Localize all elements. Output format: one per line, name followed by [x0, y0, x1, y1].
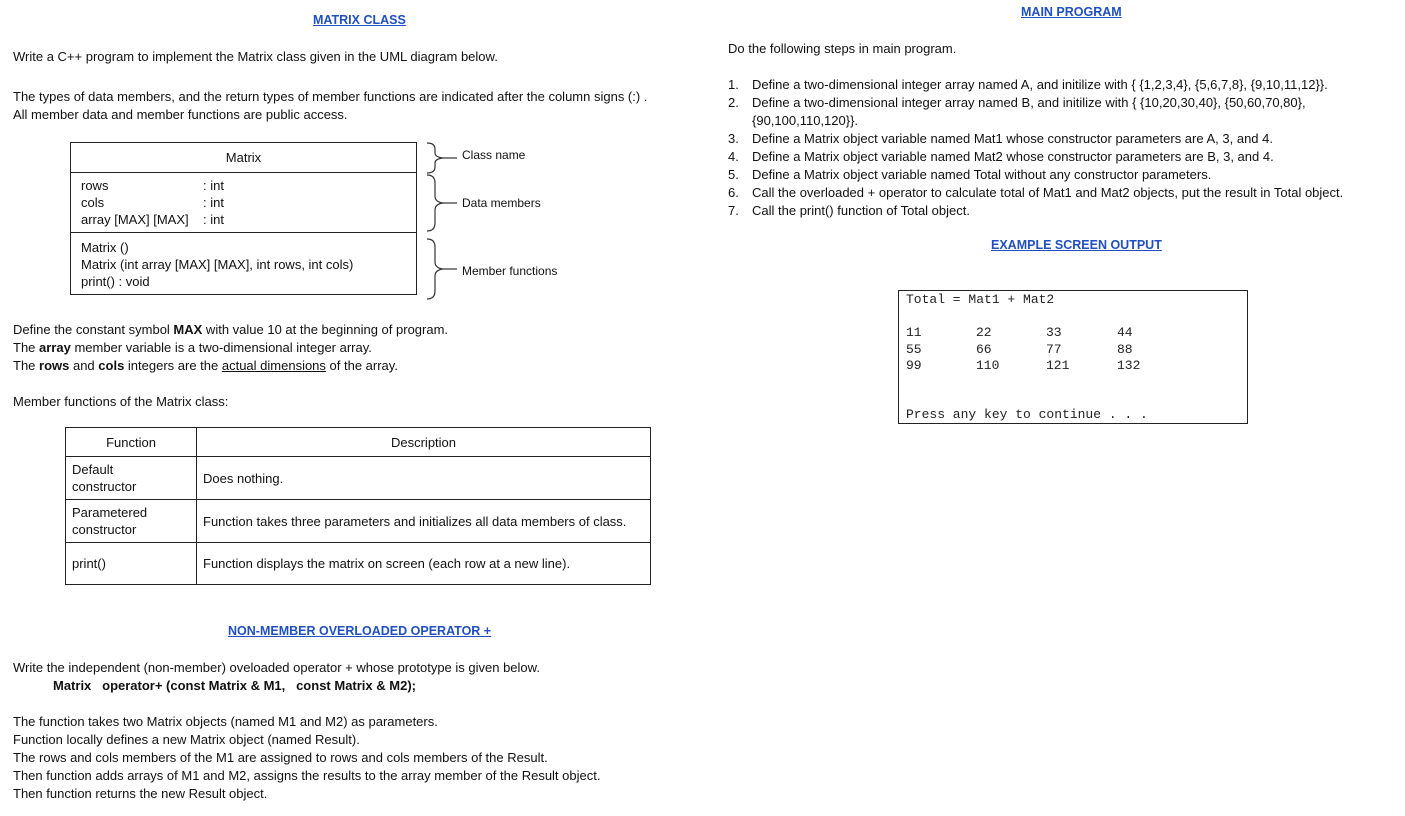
- console-cell: 132: [1117, 358, 1141, 373]
- matrix-class-heading: MATRIX CLASS: [313, 13, 406, 27]
- step-item: 4. Define a Matrix object variable named Mat2 whose constructor parameters are B, 3, and 4.: [728, 149, 1274, 164]
- description-cell: Does nothing.: [197, 457, 651, 500]
- uml-function: [81, 256, 406, 273]
- console-cell: 22: [976, 325, 992, 340]
- types-text: [13, 88, 647, 124]
- uml-member-functions: [71, 233, 416, 294]
- uml-function: [81, 239, 406, 256]
- member-name: cols: [81, 195, 105, 210]
- operator-prototype: Matrix operator+ (const Matrix & M1, const Matrix & M2);: [53, 678, 416, 693]
- operator-line: The function takes two Matrix objects (named M1 and M2) as parameters.: [13, 714, 438, 729]
- console-cell: 55: [906, 342, 922, 357]
- console-cell: 110: [976, 358, 1000, 373]
- function-signature: Matrix (): [81, 240, 129, 255]
- define-line-3: The rows and cols integers are the actual dimensions of the array.: [13, 358, 398, 373]
- uml-diagram: [70, 142, 417, 295]
- console-cell: 33: [1046, 325, 1062, 340]
- label-member-functions: Member functions: [462, 264, 558, 278]
- operator-heading: NON-MEMBER OVERLOADED OPERATOR +: [228, 624, 492, 638]
- define-block: [13, 321, 448, 375]
- intro-text: Write a C++ program to implement the Matrix class given in the UML diagram below.: [13, 49, 498, 64]
- step-item: 2. Define a two-dimensional integer array named B, and initilize with { {10,20,30,40}, {50,60,70,80},: [728, 95, 1306, 110]
- member-type: : int: [203, 178, 224, 193]
- uml-member: [81, 177, 406, 194]
- label-class-name: Class name: [462, 148, 526, 162]
- function-signature: Matrix (int array [MAX] [MAX], int rows, int cols): [81, 257, 354, 272]
- table-header: Function: [66, 428, 197, 457]
- uml-function: [81, 273, 406, 290]
- console-cell: 66: [976, 342, 992, 357]
- member-type: : int: [203, 212, 224, 227]
- steps-list: [728, 76, 1343, 220]
- define-line-2: The array member variable is a two-dimensional integer array.: [13, 340, 372, 355]
- console-cell: 121: [1046, 358, 1070, 373]
- types-line-2: All member data and member functions are public access.: [13, 107, 348, 122]
- main-program-heading: MAIN PROGRAM: [1021, 5, 1122, 19]
- uml-data-members: [71, 173, 416, 233]
- operator-description: [13, 713, 600, 803]
- main-intro: Do the following steps in main program.: [728, 41, 957, 56]
- step-item: 3. Define a Matrix object variable named Mat1 whose constructor parameters are A, 3, and 4.: [728, 131, 1273, 146]
- member-functions-brace: [425, 237, 461, 301]
- member-name: array [MAX] [MAX]: [81, 212, 189, 227]
- console-cell: 11: [906, 325, 922, 340]
- uml-class-name: Matrix: [71, 143, 416, 173]
- function-signature: print() : void: [81, 274, 150, 289]
- description-cell: Function displays the matrix on screen (each row at a new line).: [197, 543, 651, 585]
- description-cell: Function takes three parameters and initializes all data members of class.: [197, 500, 651, 543]
- uml-member: [81, 211, 406, 228]
- function-cell: Default constructor: [66, 457, 197, 500]
- table-row: [66, 500, 651, 543]
- console-output: [898, 290, 1248, 424]
- member-type: : int: [203, 195, 224, 210]
- operator-intro: Write the independent (non-member) oveloaded operator + whose prototype is given below.: [13, 660, 540, 675]
- table-row: [66, 457, 651, 500]
- function-cell: print(): [66, 543, 197, 585]
- operator-line: Then function returns the new Result object.: [13, 786, 268, 801]
- data-members-brace: [425, 173, 461, 233]
- label-data-members: Data members: [462, 196, 541, 210]
- console-press-key: Press any key to continue . . .: [906, 407, 1148, 422]
- operator-line: Function locally defines a new Matrix object (named Result).: [13, 732, 360, 747]
- console-cell: 44: [1117, 325, 1133, 340]
- console-cell: 99: [906, 358, 922, 373]
- operator-line: The rows and cols members of the M1 are assigned to rows and cols members of the Result.: [13, 750, 548, 765]
- example-output-heading: EXAMPLE SCREEN OUTPUT: [991, 238, 1162, 252]
- operator-line: Then function adds arrays of M1 and M2, assigns the results to the array member of the Result object.: [13, 768, 601, 783]
- console-cell: 88: [1117, 342, 1133, 357]
- table-header-row: [66, 428, 651, 457]
- function-cell: Parametered constructor: [66, 500, 197, 543]
- class-name-brace: [425, 141, 461, 175]
- step-item: {90,100,110,120}}.: [752, 113, 859, 128]
- table-header: Description: [197, 428, 651, 457]
- console-title: Total = Mat1 + Mat2: [906, 292, 1055, 307]
- step-item: 1. Define a two-dimensional integer array named A, and initilize with { {1,2,3,4}, {5,6,7,8}, {9,10,11,12}}.: [728, 77, 1328, 92]
- table-row: [66, 543, 651, 585]
- define-line-1: Define the constant symbol MAX with value 10 at the beginning of program.: [13, 322, 449, 337]
- types-line-1: The types of data members, and the return types of member functions are indicated after the column signs (:) .: [13, 89, 648, 104]
- step-item: 7. Call the print() function of Total object.: [728, 203, 970, 218]
- member-name: rows: [81, 178, 109, 193]
- function-table: [65, 427, 651, 585]
- uml-member: [81, 194, 406, 211]
- step-item: 6. Call the overloaded + operator to calculate total of Mat1 and Mat2 objects, put the result in Total object.: [728, 185, 1344, 200]
- member-functions-title: Member functions of the Matrix class:: [13, 394, 229, 409]
- console-cell: 77: [1046, 342, 1062, 357]
- step-item: 5. Define a Matrix object variable named Total without any constructor parameters.: [728, 167, 1212, 182]
